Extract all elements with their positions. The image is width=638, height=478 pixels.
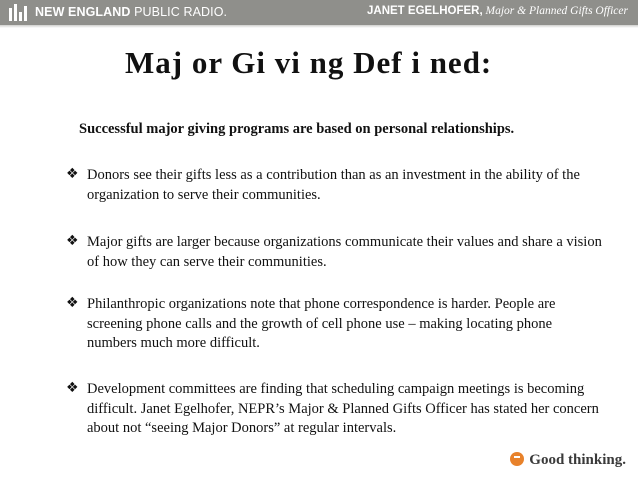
presenter-credit: JANET EGELHOFER, Major & Planned Gifts Officer (367, 5, 628, 17)
radio-bars-icon (9, 4, 29, 21)
header-shadow (0, 25, 638, 28)
slide-intro: Successful major giving programs are based on personal relationships. (79, 121, 515, 137)
bullet-text: Development committees are finding that scheduling campaign meetings is becoming difficult. Janet Egelhofer, NEPR’s Major & Planned Gifts Officer has stated her concern about not “seeing Major Donors” at regular intervals. (87, 381, 599, 436)
bullet-text: Donors see their gifts less as a contribution than as an investment in the ability of the organization to serve their communities. (87, 167, 580, 203)
footer-tagline: Good thinking. (510, 451, 626, 469)
diamond-bullet-icon: ❖ (66, 295, 79, 311)
diamond-bullet-icon: ❖ (66, 380, 79, 396)
diamond-bullet-icon: ❖ (66, 233, 79, 249)
slide-title: Maj or Gi vi ng Def i ned: (125, 45, 493, 80)
brand-dot-icon (510, 452, 524, 466)
organization-name: NEW ENGLAND PUBLIC RADIO. (35, 5, 228, 19)
bullet-text: Major gifts are larger because organizations communicate their values and share a vision of how they can serve their communities. (87, 234, 602, 270)
diamond-bullet-icon: ❖ (66, 166, 79, 182)
header-bar (0, 0, 638, 25)
bullet-text: Philanthropic organizations note that phone correspondence is harder. People are screening phone calls and the growth of cell phone use – making locating phone numbers much more difficult. (87, 296, 556, 351)
